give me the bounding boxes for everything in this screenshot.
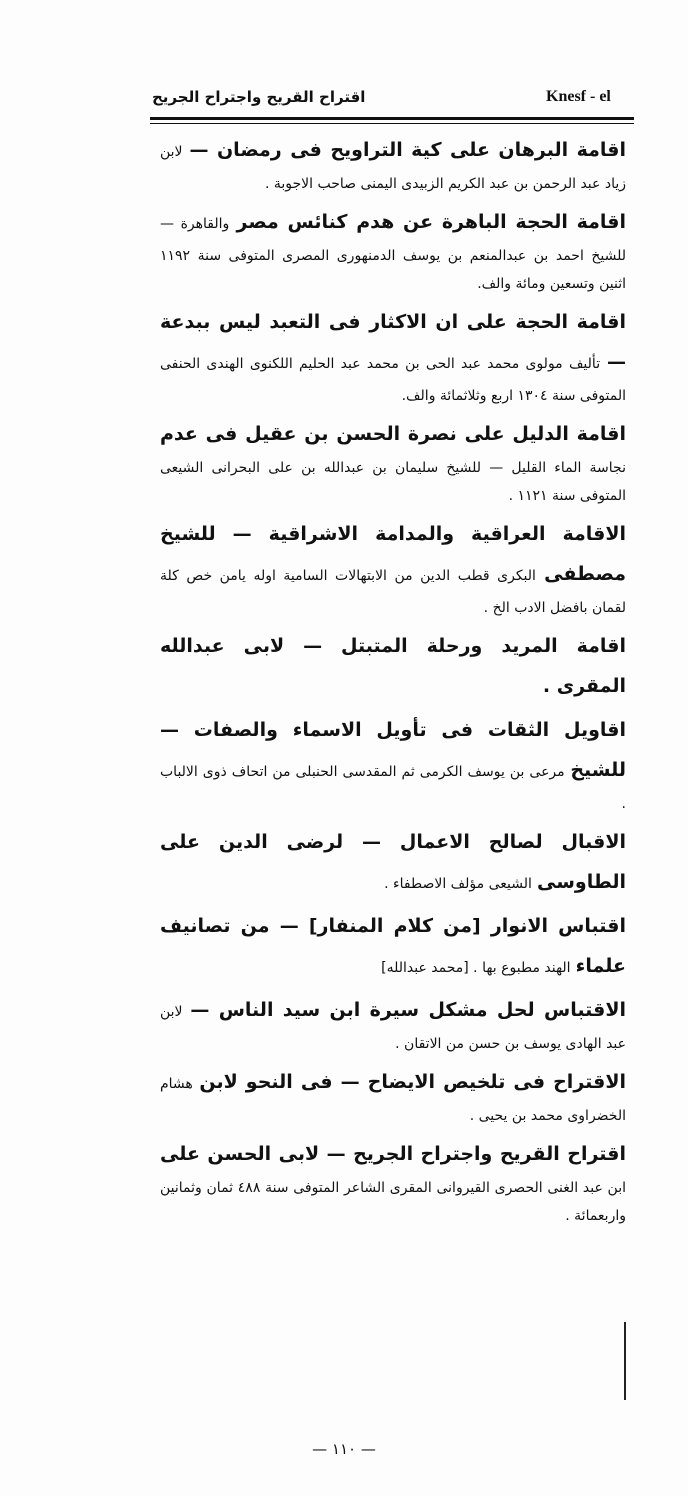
header-rule-thin bbox=[150, 123, 634, 124]
entry-title: اقامة الدليل على نصرة الحسن بن عقيل فى عدم bbox=[160, 423, 626, 445]
entry bbox=[160, 414, 626, 510]
entry bbox=[160, 626, 626, 706]
entry-body: الهند مطبوع بها . [محمد عبدالله] bbox=[381, 960, 571, 976]
entry-body: هشام الخضراوى محمد بن يحيى . bbox=[160, 1076, 626, 1124]
entry-title: اقاويل الثقات فى تأويل الاسماء والصفات — للشيخ bbox=[160, 719, 626, 781]
running-header bbox=[152, 88, 632, 114]
header-arabic-title: اقتراح القريح واجتراح الجريح bbox=[152, 88, 366, 106]
margin-line bbox=[624, 1322, 626, 1400]
entry-body: لابن عبد الهادى يوسف بن حسن من الاتقان . bbox=[160, 1004, 626, 1052]
entry-title: اقامة الحجة الباهرة عن هدم كنائس مصر bbox=[236, 211, 626, 233]
entry-body: البكرى قطب الدين من الابتهالات السامية اوله يامن خص كلة لقمان بافضل الادب الخ . bbox=[160, 568, 626, 616]
entry-title: اقتباس الانوار [من كلام المنفار] — من تصانيف علماء bbox=[160, 915, 626, 977]
entry-title: اقتراح القريح واجتراح الجريح — لابى الحسن على bbox=[160, 1143, 626, 1165]
entry bbox=[160, 1134, 626, 1230]
entry-title: اقامة البرهان على كية التراويح فى رمضان — bbox=[189, 139, 626, 161]
entry-body: نجاسة الماء القليل — للشيخ سليمان بن عبدالله بن على البحرانى الشيعى المتوفى سنة ١١٢١ . bbox=[160, 460, 626, 504]
entry-body: تأليف مولوى محمد عبد الحى بن محمد عبد الحليم اللكنوى الهندى الحنفى المتوفى سنة ١٣٠٤ اربع وثلاثمائة والف. bbox=[160, 356, 626, 404]
entry-body: والقاهرة — للشيخ احمد بن عبدالمنعم بن يوسف الدمنهورى المصرى المتوفى سنة ١١٩٢ اثنين وتسعين ومائة والف. bbox=[160, 216, 626, 292]
entry bbox=[160, 1062, 626, 1130]
entry-title: اقامة المريد ورحلة المتبتل — لابى عبدالله المقرى . bbox=[160, 635, 626, 697]
entry bbox=[160, 130, 626, 198]
entry bbox=[160, 514, 626, 622]
page-number: — ١١٠ — bbox=[312, 1440, 376, 1458]
entry-title: الاقامة العراقية والمدامة الاشراقية — للشيخ مصطفى bbox=[160, 523, 626, 585]
entry bbox=[160, 906, 626, 986]
entry-body: ابن عبد الغنى الحصرى القيروانى المقرى الشاعر المتوفى سنة ٤٨٨ ثمان وثمانين واربعمائة . bbox=[160, 1180, 626, 1224]
entry bbox=[160, 822, 626, 902]
entry-title: الاقتباس لحل مشكل سيرة ابن سيد الناس — bbox=[190, 999, 626, 1021]
entry-body: لابن زياد عبد الرحمن بن عبد الكريم الزبيدى اليمنى صاحب الاجوبة . bbox=[160, 144, 626, 192]
header-rule-thick bbox=[150, 117, 634, 120]
entry bbox=[160, 710, 626, 818]
entry bbox=[160, 990, 626, 1058]
entry-title: الاقتراح فى تلخيص الايضاح — فى النحو لابن bbox=[199, 1071, 626, 1093]
entry-body: الشيعى مؤلف الاصطفاء . bbox=[384, 876, 532, 892]
entry-body: مرعى بن يوسف الكرمى ثم المقدسى الحنبلى من اتحاف ذوى الالباب . bbox=[160, 764, 626, 812]
entry-title: الاقبال لصالح الاعمال — لرضى الدين على الطاوسى bbox=[160, 831, 626, 893]
entries-list bbox=[160, 130, 626, 1230]
entry-title: اقامة الحجة على ان الاكثار فى التعبد ليس ببدعة — bbox=[160, 311, 626, 373]
entry bbox=[160, 302, 626, 410]
header-latin-title: Knesf - el bbox=[546, 88, 611, 105]
entry bbox=[160, 202, 626, 298]
